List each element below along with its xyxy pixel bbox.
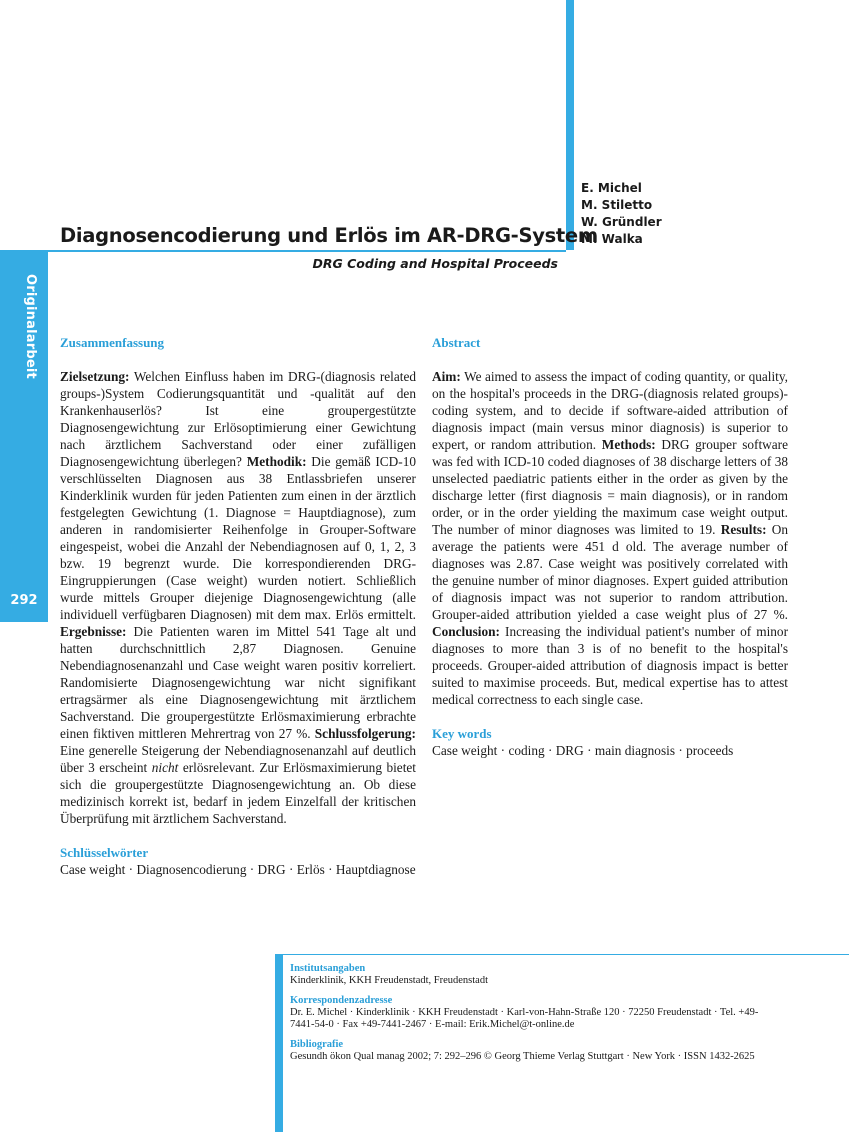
english-abstract-body [432,368,788,708]
aim-label: Aim: [432,369,461,384]
top-accent-bar [566,0,574,250]
german-keywords-heading: Schlüsselwörter [60,845,149,860]
article-title: Diagnosencodierung und Erlös im AR-DRG-System [60,224,598,247]
german-abstract [60,334,416,878]
german-abstract-heading: Zusammenfassung [60,335,165,350]
bibliography-text: Gesundh ökon Qual manag 2002; 7: 292–296 © Georg Thieme Verlag Stuttgart · New York · ISSN 1432-2625 [290,1050,755,1062]
title-rule [0,250,566,252]
conclusion-emphasis: nicht [151,760,179,775]
results-label: Ergebnisse: [60,624,127,639]
institute-heading: Institutsangaben [290,963,366,974]
institute-text: Kinderklinik, KKH Freudenstadt, Freudenstadt [290,975,489,986]
article-subtitle: DRG Coding and Hospital Proceeds [312,256,558,271]
methods-text: Die gemäß ICD-10 verschlüsselten Diagnosen aus 38 Entlassbriefen unserer Kinderklinik wurden für jeden Patienten zum einen in der ärztlich festgelegten Gewichtung (1. Diagnose = Hauptdiagnose), zum anderen in randomisierter Reihenfolge in Grouper-Software eingespeist, wobei die Anzahl der Nebendiagnosen auf 0, 1, 2, 3 bzw. 19 begrenzt wurde. Die korrespondierenden DRG-Eingruppierungen (Case weight) wurden notiert. Schließlich wurde mittels Grouper diejenige Diagnosengewichtung (alle individuell verfügbaren Diagnosen) mit dem max. Erlös ermittelt. [60,454,417,622]
results-text: On average the patients were 451 d old. The average number of diagnoses was 2.87. Case weight was positively correlated with the genuine number of minor diagnoses. Expert guided attribution of diagnosis impact was not superior to random attribution. Grouper-aided attribution yielded a case weight plus of 27 %. [432,522,788,622]
methods-text: DRG grouper software was fed with ICD-10 coded diagnoses of 38 discharge letters of 38 unselected paediatric patients either in the order as given by the discharge letter (first diagnosis = main diagnosis), or in random order, or in the order yielding the maximum case weight output. The number of minor diagnoses was limited to 19. [432,437,788,537]
author: E. Michel [581,181,642,195]
methods-label: Methodik: [246,454,307,469]
author: M. Walka [581,232,643,246]
correspondence-text: Dr. E. Michel · Kinderklinik · KKH Freudenstadt · Karl-von-Hahn-Straße 120 · 72250 Freudenstadt · Tel. +49-7441-54-0 · Fax +49-7441-2467 · E-mail: Erik.Michel@t-online.de [290,1006,759,1030]
bibliography-heading: Bibliografie [290,1038,344,1050]
german-keywords: Case weight · Diagnosencodierung · DRG · Erlös · Hauptdiagnose [60,862,416,877]
author: W. Gründler [581,215,662,229]
english-keywords: Case weight · coding · DRG · main diagnosis · proceeds [432,743,734,758]
correspondence-heading: Korrespondenzadresse [290,994,393,1006]
conclusion-text-continued: erlösrelevant. Zur Erlösmaximierung bietet sich die groupergestützte Diagnosengewichtung an. Ob diese medizinisch korrekt ist, bedarf in jedem Einzelfall der kritischen Überprüfung mit ärztlichem Sachverstand. [60,760,417,826]
results-text: Die Patienten waren im Mittel 541 Tage alt und hatten durchschnittlich 2,87 Diagnosen. Genuine Nebendiagnosenanzahl und Case weight waren positiv korreliert. Randomisierte Diagnosengewichtung war nicht signifikant ertragsärmer als eine Diagnosengewichtung mit ärztlichem Sachverstand. Die groupergestützte Erlösmaximierung erbrachte einen fiktiven mittleren Mehrertrag von 27 %. [60,624,416,741]
conclusion-text: Increasing the individual patient's number of minor diagnoses to more than 3 is of no benefit to the hospital's proceeds. Grouper-aided attribution of diagnosis impact is better suited to maximise proceeds. But, medical expertise has to attest medical correctness to each single case. [432,624,789,707]
english-keywords-heading: Key words [432,726,492,741]
aim-text: We aimed to assess the impact of coding quantity, or quality, on the hospital's proceeds in the DRG-(diagnosis related groups)-coding system, and to decide if software-aided attribution of diagnosis impact (main versus minor diagnosis) is superior to expert, or random attribution. [432,369,788,452]
author: M. Stiletto [581,198,653,212]
conclusion-label: Conclusion: [432,624,500,639]
results-label: Results: [720,522,767,537]
english-abstract-heading: Abstract [432,335,481,350]
methods-label: Methods: [601,437,656,452]
page-number: 292 [10,593,38,608]
info-accent-bar [275,954,283,1132]
section-label: Originalarbeit [23,274,38,379]
aim-text: Welchen Einfluss haben im DRG-(diagnosis related groups-)System Codierungsquantität und -qualität auf den Krankenhauserlös? Ist eine groupergestützte Diagnosengewichtung zur Erlösoptimierung einer Gewichtung nach ärztlichem Sachverstand oder einer zufälligen Diagnosengewichtung überlegen? [60,369,416,469]
conclusion-label: Schlussfolgerung: [314,726,416,741]
english-abstract [432,334,788,759]
aim-label: Zielsetzung: [60,369,130,384]
german-abstract-body [60,368,416,827]
article-info-box [290,963,780,1070]
info-rule [283,954,849,955]
conclusion-text: Eine generelle Steigerung der Nebendiagnosenanzahl auf deutlich über 3 erscheint [60,743,416,775]
